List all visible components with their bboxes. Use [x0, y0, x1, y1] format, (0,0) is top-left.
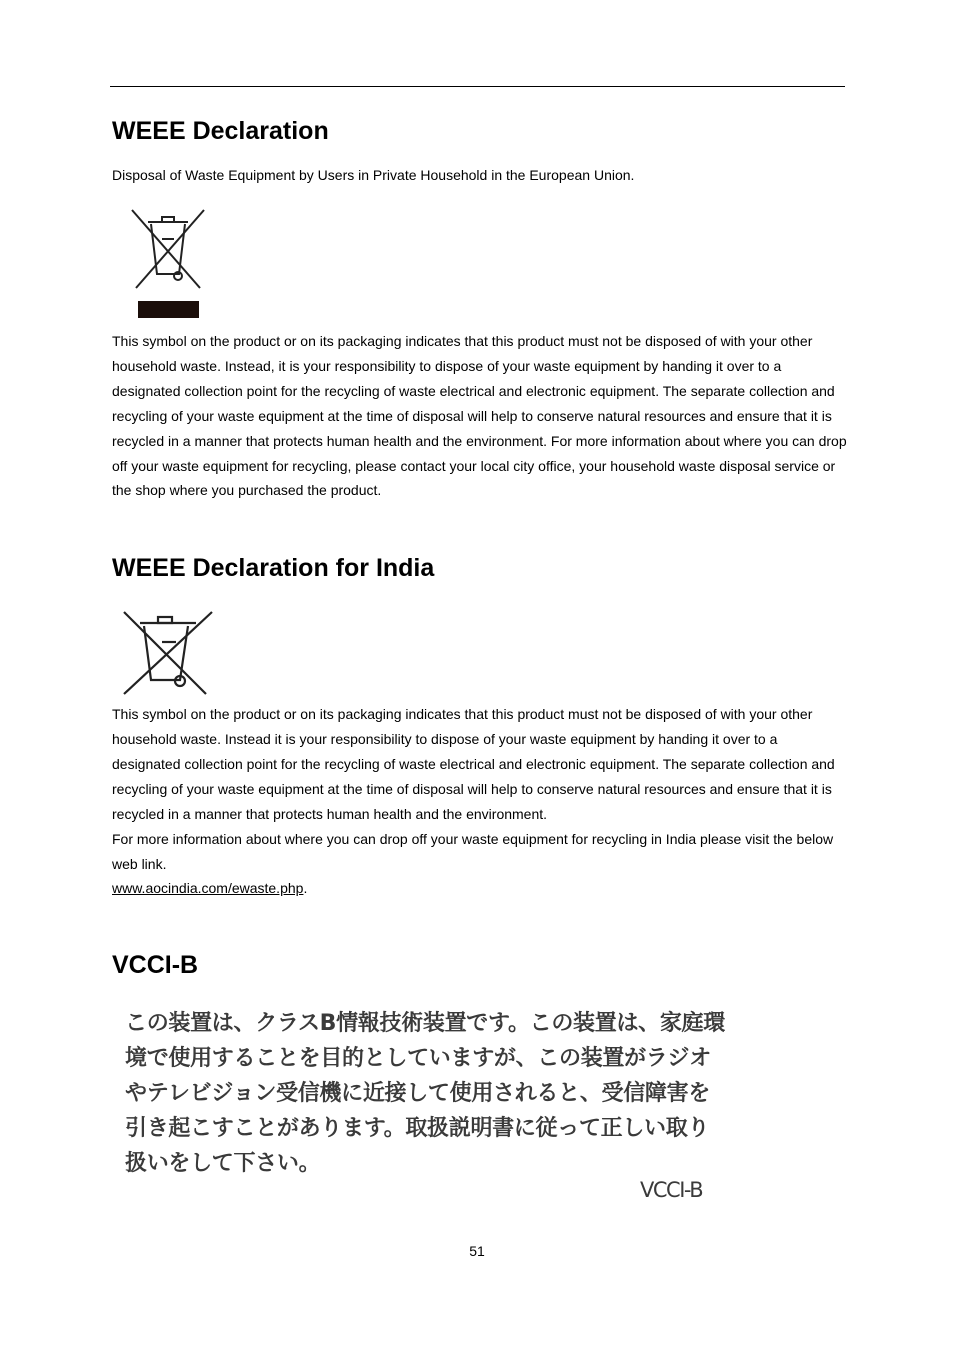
weee-india-body: This symbol on the product or on its packaging indicates that this product must not be disposed of with your other household waste. Instead it is your responsibility to dispose of your waste equipment by handing it over to a designated collection point for the recycling of waste electrical and electronic equipment. The separate collection and recycling of your waste equipment at the time of disposal will help to conserve natural resources and ensure that it is recycled in a manner that protects human health and the environment.	[112, 706, 835, 822]
weee-intro: Disposal of Waste Equipment by Users in Private Household in the European Union.	[112, 167, 635, 183]
section-title-weee-india: WEEE Declaration for India	[112, 554, 435, 582]
section-title-vcci: VCCI-B	[112, 951, 199, 979]
header-rule	[110, 86, 845, 87]
weee-body: This symbol on the product or on its packaging indicates that this product must not be disposed of with your other household waste. Instead, it is your responsibility to dispose of your waste equipment by handing it over to a designated collection point for the recycling of waste electrical and electronic equipment. The separate collection and recycling of your waste equipment at the time of disposal will help to conserve natural resources and ensure that it is recycled in a manner that protects human health and the environment. For more information about where you can drop off your waste equipment for recycling, please contact your local city office, your household waste disposal service or the shop where you purchased the product.	[112, 333, 847, 499]
crossed-out-wheelie-bin-icon	[128, 208, 208, 290]
page-number: 51	[469, 1243, 485, 1259]
weee-india-link-line: www.aocindia.com/ewaste.php.	[112, 880, 308, 896]
ewaste-link[interactable]: www.aocindia.com/ewaste.php	[112, 880, 304, 896]
weee-black-bar	[138, 301, 199, 318]
vcci-japanese-statement: この装置は、クラスB情報技術装置です。この装置は、家庭環境で使用することを目的としていますが、この装置がラジオやテレビジョン受信機に近接して使用されると、受信障害を引き起こすことがあります。取扱説明書に従って正しい取り扱いをして下さい。	[125, 1011, 725, 1176]
weee-india-more-info: For more information about where you can drop off your waste equipment for recycling in India please visit the below web link.	[112, 831, 834, 872]
vcci-mark: VCCI-B	[640, 1178, 703, 1202]
crossed-out-wheelie-bin-icon	[118, 608, 216, 696]
section-title-weee: WEEE Declaration	[112, 117, 329, 145]
